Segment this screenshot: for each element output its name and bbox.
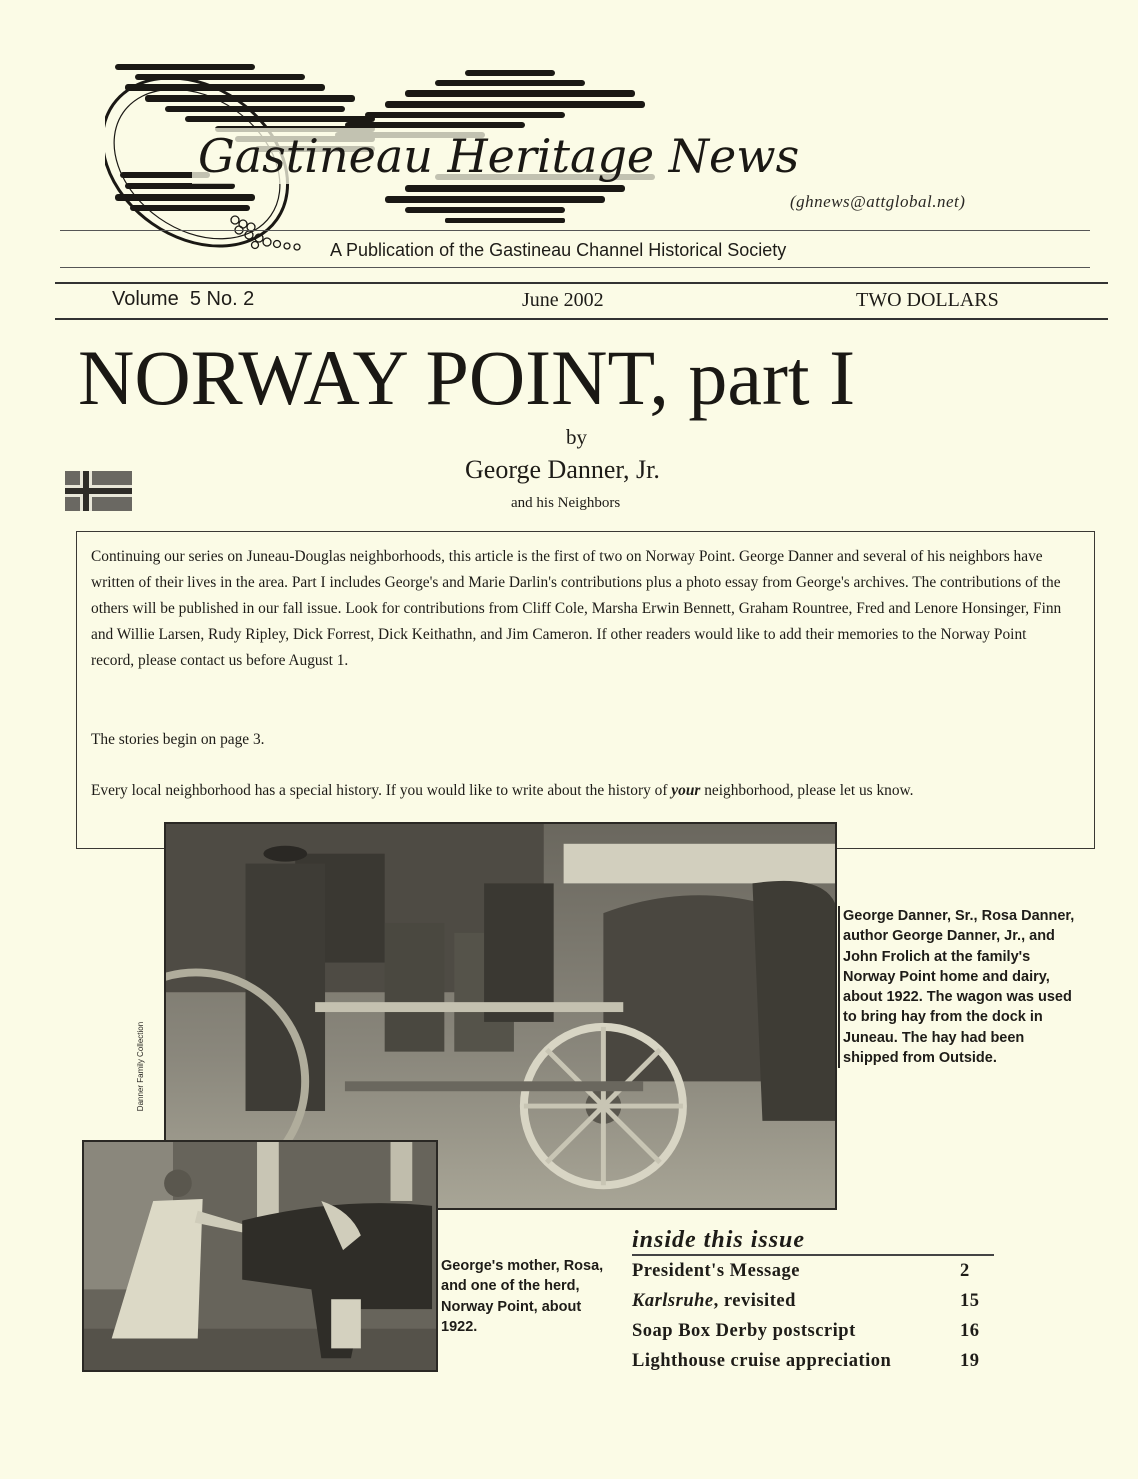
masthead-email[interactable]: (ghnews@attglobal.net): [790, 192, 966, 211]
publication-subtitle: A Publication of the Gastineau Channel Historical Society: [330, 240, 787, 260]
toc-item-label: President's Message: [632, 1261, 800, 1281]
toc-title: inside this issue: [632, 1226, 994, 1256]
toc-item-page: 2: [960, 1261, 970, 1281]
toc-item-label: Lighthouse cruise appreciation: [632, 1351, 892, 1371]
inside-this-issue: [632, 1226, 994, 1376]
norway-flag-icon: [65, 471, 132, 511]
rosa-photo-caption: George's mother, Rosa, and one of the herd, Norway Point, about 1922.: [436, 1256, 616, 1337]
intro-box: [76, 531, 1095, 849]
toc-item-page: 15: [960, 1291, 980, 1311]
toc-item[interactable]: [632, 1316, 994, 1346]
toc-item-label: Soap Box Derby postscript: [632, 1321, 856, 1341]
toc-item[interactable]: [632, 1346, 994, 1376]
intro-paragraph: Continuing our series on Juneau-Douglas neighborhoods, this article is the first of two on Norway Point. George Danner and several of his neighbors have written of their lives in the area. Part I includes George's and Marie Darlin's contributions plus a photo essay from George's archives. The contributions of the others will be published in our fall issue. Look for contributions from Cliff Cole, Marsha Erwin Bennett, Graham Rountree, Fred and Lenore Honsinger, Finn and Willie Larsen, Rudy Ripley, Dick Forrest, Dick Keithathn, and Jim Cameron. If other readers would like to add their memories to the Norway Point record, please contact us before August 1.: [91, 548, 1062, 669]
intro-text: neighborhood, please let us know.: [700, 782, 914, 799]
intro-text: Every local neighborhood has a special history. If you would like to write about the history of: [91, 782, 672, 799]
byline-coauthors: and his Neighbors: [511, 495, 621, 511]
issue-volume: Volume 5 No. 2: [112, 288, 255, 310]
toc-item-page: 19: [960, 1351, 980, 1371]
issue-price: TWO DOLLARS: [856, 289, 999, 311]
toc-item-label: Karlsruhe, revisited: [632, 1291, 796, 1311]
wagon-photo-caption: George Danner, Sr., Rosa Danner, author George Danner, Jr., and John Frolich at the family's Norway Point home and dairy, about 1922. The wagon was used to bring hay from the dock in Juneau. The hay had been shipped from Outside.: [838, 906, 1083, 1068]
intro-paragraph: The stories begin on page 3.: [91, 731, 265, 748]
byline-author: George Danner, Jr.: [465, 455, 660, 484]
intro-emphasis: your: [671, 782, 701, 799]
intro-paragraph: [91, 778, 1066, 804]
rosa-photo: [82, 1140, 438, 1372]
toc-item[interactable]: [632, 1256, 994, 1286]
issue-bar-rule-bottom: [55, 318, 1108, 320]
article-headline: NORWAY POINT, part I: [78, 334, 856, 421]
byline-by: by: [566, 425, 587, 449]
photo-credit: Danner Family Collection: [136, 1021, 146, 1112]
masthead-rule-top: [60, 230, 1090, 231]
rosa-photo-image: [84, 1142, 436, 1370]
masthead-rule-bottom: [60, 267, 1090, 268]
toc-item-page: 16: [960, 1321, 980, 1341]
issue-date: June 2002: [522, 289, 604, 311]
toc-item[interactable]: [632, 1286, 994, 1316]
issue-bar-rule-top: [55, 282, 1108, 284]
masthead-title: Gastineau Heritage News: [192, 128, 805, 184]
